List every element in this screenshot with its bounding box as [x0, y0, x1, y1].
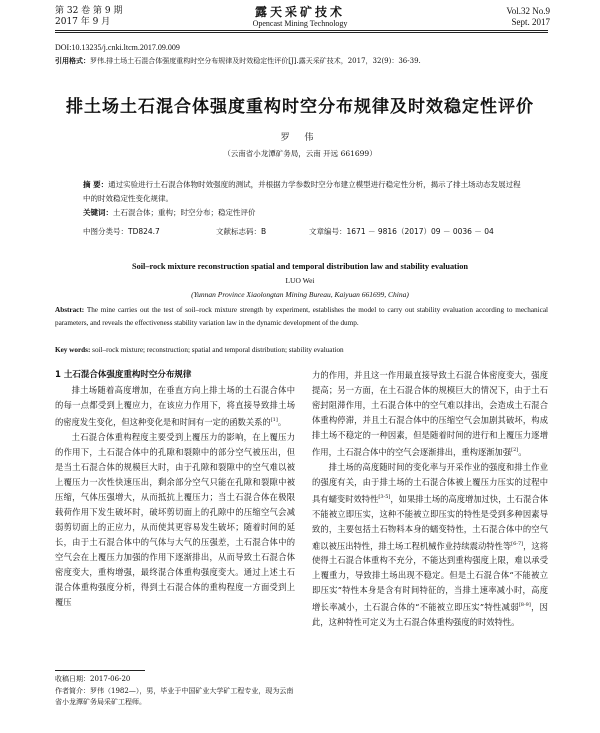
article-number: 文章编号：1671 － 9816（2017）09 － 0036 － 04 [309, 227, 494, 236]
header-rule [55, 30, 548, 31]
english-title: Soil–rock mixture reconstruction spatial and temporal distribution law and stability evaluation [131, 262, 469, 271]
header-volume-en [506, 6, 550, 28]
body-column-left [55, 368, 295, 610]
footnote-bio-text: 罗伟（1982—），男，毕业于中国矿业大学矿工程专业，现为云南省小龙潭矿务局采矿工程师。 [55, 687, 294, 706]
paragraph-text: ，这将使得土石混合体重构不充分，不能达到重构强度上限，难以承受上覆重力，导致排土场出现不稳定。但是土石混合体“不能被立即压实”特性本身是含有时间特征的，当排土速率减小时，高度增长率减小，土石混合体的“不能被立即压实”特性减弱 [312, 540, 548, 613]
paper-title: 排土场土石混合体强度重构时空分布规律及时效稳定性评价 [66, 97, 534, 117]
section-heading: 1 土石混合体强度重构时空分布规律 [55, 370, 192, 380]
paragraph [312, 460, 548, 630]
paragraph-text: ，因此，这种特性可定义为土石混合体重构强度的时效特性。 [312, 602, 548, 628]
paragraph [312, 368, 548, 460]
footnote-rule [55, 670, 145, 671]
keywords-label: 关键词： [83, 208, 113, 217]
paragraph-text: 排土场的高度随时间的变化率与开采作业的强度和排土作业的强度有关，由于排土场的土石混合体被上覆压力压实的过程中具有蠕变时效特性 [312, 461, 548, 504]
english-abstract [55, 304, 548, 330]
citation-ref: [1] [270, 417, 278, 423]
citation-ref: [3-5] [378, 493, 391, 500]
english-keywords [55, 346, 548, 354]
citation-text: 罗伟.排土场土石混合体强度重构时空分布规律及时效稳定性评价[J].露天采矿技术，2017，32(9)：36-39. [90, 57, 421, 65]
english-keywords-label: Key words: [55, 346, 91, 354]
paragraph [55, 383, 295, 430]
english-keywords-text: soil–rock mixture; reconstruction; spatial and temporal distribution; stability evaluation [92, 346, 344, 354]
footnote-author-bio [55, 686, 295, 708]
english-abstract-label: Abstract: [55, 306, 85, 314]
keywords-text: 土石混合体；重构；时空分布；稳定性评价 [113, 208, 256, 217]
header-rule-thin [55, 32, 548, 33]
affiliation: （云南省小龙潭矿务局，云南 开远 661699） [223, 149, 377, 158]
author: 罗 伟 [280, 133, 320, 143]
footnote-received: 收稿日期：2017-06-20 [55, 675, 131, 683]
paragraph-text: ，如果排土场的高度增加过快，土石混合体不能被立即压实，这种不能被立即压实的特性是受到多种因素导致的，主要包括土石物料本身的蠕变特性，土石混合体中的空气难以被压出特性，排土场工程机械作业持续震动特性等 [312, 493, 548, 551]
doi: DOI:10.13235/j.cnki.ltcm.2017.09.009 [55, 43, 180, 52]
journal-name-cn: 露天采矿技术 [254, 5, 345, 19]
citation-label: 引用格式： [55, 56, 90, 65]
citation [55, 56, 550, 66]
date-en: Sept. 2017 [511, 17, 550, 27]
paragraph [55, 430, 295, 610]
volume-cn: 第 32 卷 第 9 期 [55, 6, 123, 16]
english-abstract-text: The mine carries out the test of soil–rock mixture strength by experiment, establishes the model to carry out stability evaluation according to mechanical parameters, and reveals the effectiveness stability variation law in the dynamic development of the dump. [55, 306, 549, 327]
paragraph-text: 土石混合体重构程度主要受到上覆压力的影响，在上覆压力的作用下，土石混合体中的孔隙和裂隙中的部分空气被压出，但是当土石混合体的规模巨大时，由于孔隙和裂隙中的空气难以被上覆压力一次性快速压出，剩余部分空气只能在孔隙和裂隙中被压缩，气体压强增大，从而抵抗上覆压力；当土石混合体在极限载荷作用下发生破坏时，破坏剪切面上的孔隙中的压缩空气会减弱剪切面上的正应力，从而使其更容易发生破坏；随着时间的延长，由于土石混合体中的气体与大气的压强差，土石混合体中的空气会在上覆压力加强的作用下逐渐排出，从而导致土石混合体密度变大，重构增强，最终混合体重构强度变大。通过上述土石混合体重构强度分析，得到土石混合体的重构程度一方面受到上覆压 [55, 431, 295, 607]
paragraph-text: 。 [518, 446, 527, 457]
citation-ref: [8-9] [518, 602, 531, 609]
date-cn: 2017 年 9 月 [55, 17, 111, 27]
citation-ref: [6-7] [511, 540, 524, 547]
keywords-cn [83, 206, 523, 220]
clc-number: 中图分类号：TD824.7 [83, 227, 160, 236]
abstract-cn [83, 178, 523, 220]
volume-en: Vol.32 No.9 [506, 6, 550, 16]
paragraph-text: 排土场随着高度增加，在垂直方向上排土场的土石混合体中的每一点都受到上覆应力，在该应力作用下，将直接导致排土场的密度发生变化，但这种变化是和时间有一定的函数关系的 [55, 385, 295, 427]
paragraph-text: 。 [277, 416, 287, 427]
citation-ref: [2] [511, 447, 519, 453]
body-column-right [312, 368, 548, 630]
abstract-label: 摘 要： [83, 180, 109, 189]
paragraph-text: 力的作用，并且这一作用最直接导致土石混合体密度变大，强度提高；另一方面，在土石混合体的规模巨大的情况下，由于土石密封阻滞作用，土石混合体中的空气难以排出，会造成土石混合体重构停滞，并且土石混合体中的压缩空气会加剧其破坏，构成排土场不稳定的一种因素，但是随着时间的进行和上覆压力逐增作用，土石混合体中的空气会逐渐排出，重构逐渐加强 [312, 370, 548, 457]
english-affiliation: (Yunnan Province Xiaolongtan Mining Bureau, Kaiyuan 661699, China) [191, 290, 409, 299]
document-code: 文献标志码：B [216, 227, 267, 236]
abstract-text: 通过实验进行土石混合体物时效强度的测试，并根据力学参数时空分布建立模型进行稳定性分析，揭示了排土场动态发展过程中的时效稳定性变化规律。 [83, 180, 521, 203]
english-author: LUO Wei [285, 276, 315, 285]
journal-name-en: Opencast Mining Technology [252, 19, 348, 28]
footnote-bio-label: 作者简介： [55, 687, 90, 695]
